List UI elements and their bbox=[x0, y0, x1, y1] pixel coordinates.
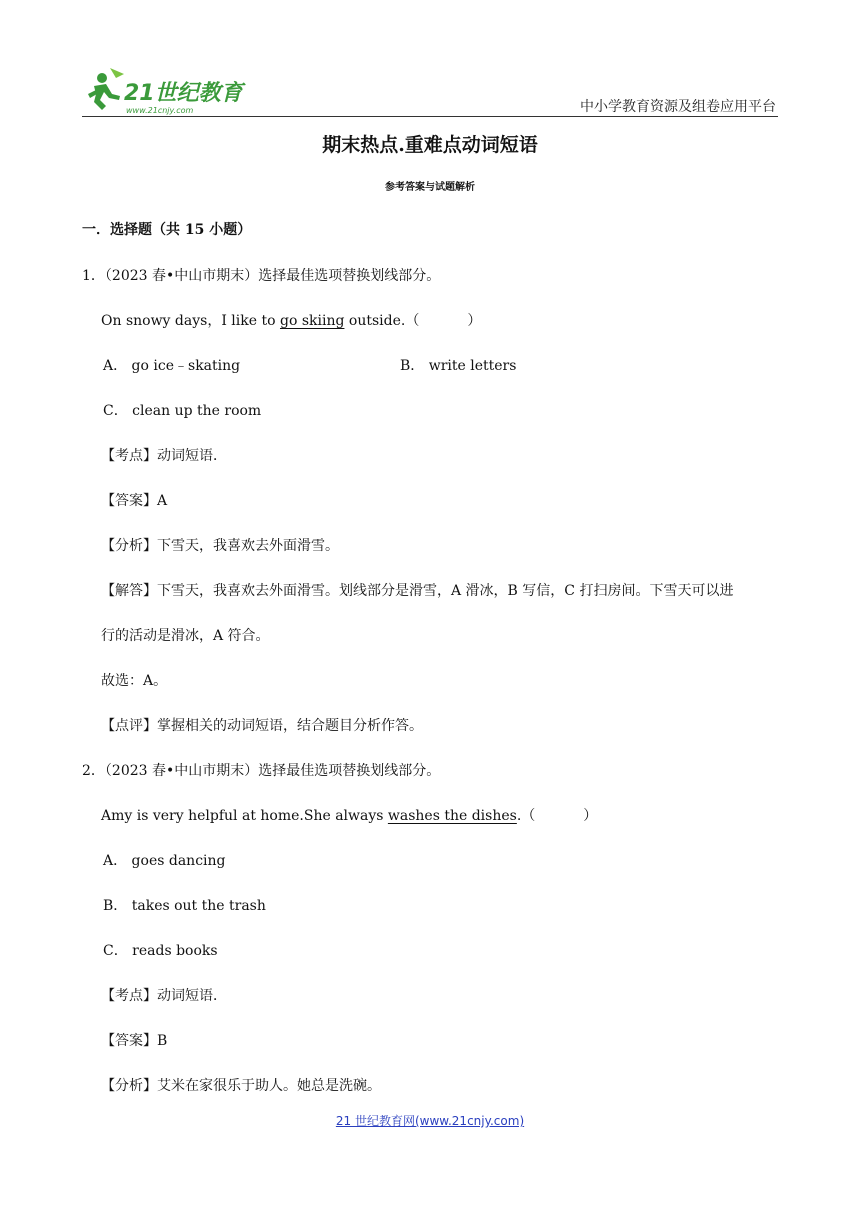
header-divider bbox=[82, 116, 778, 117]
q1-blank-close: ） bbox=[467, 313, 482, 329]
q2-underlined-phrase: washes the dishes bbox=[387, 808, 517, 824]
q2-sentence-post: .（ bbox=[516, 808, 536, 824]
q1-kaodian: 【考点】动词短语． bbox=[101, 448, 227, 464]
svg-text:www.21cnjy.com: www.21cnjy.com bbox=[126, 106, 194, 115]
q1-underlined-phrase: go skiing bbox=[279, 313, 345, 329]
q2-blank-close: ） bbox=[583, 808, 598, 824]
q1-option-a: A． go ice﹣skating bbox=[103, 358, 241, 374]
q1-option-c: C． clean up the room bbox=[103, 403, 262, 419]
q1-solution-line-1: 【解答】下雪天，我喜欢去外面滑雪。划线部分是滑雪，A 滑冰，B 写信，C 打扫房间。下雪天可以进 bbox=[101, 583, 734, 599]
q2-answer: 【答案】B bbox=[101, 1033, 168, 1049]
q2-stem: 2．（2023 春•中山市期末）选择最佳选项替换划线部分。 bbox=[82, 763, 441, 779]
platform-name: 中小学教育资源及组卷应用平台 bbox=[580, 99, 776, 115]
q2-sentence-pre: Amy is very helpful at home.She always bbox=[101, 808, 388, 824]
q2-option-c: C． reads books bbox=[103, 943, 218, 959]
page-title: 期末热点.重难点动词短语 bbox=[322, 134, 538, 156]
q1-answer: 【答案】A bbox=[101, 493, 168, 509]
svg-text:21世纪教育: 21世纪教育 bbox=[124, 81, 243, 106]
q1-stem: 1．（2023 春•中山市期末）选择最佳选项替换划线部分。 bbox=[82, 268, 441, 284]
q2-sentence bbox=[101, 806, 597, 826]
q1-analysis: 【分析】下雪天，我喜欢去外面滑雪。 bbox=[101, 538, 339, 554]
q2-kaodian: 【考点】动词短语． bbox=[101, 988, 227, 1004]
q1-solution-line-2: 行的活动是滑冰，A 符合。 bbox=[101, 628, 270, 644]
footer-link[interactable]: 21 世纪教育网(www.21cnjy.com) bbox=[335, 1114, 525, 1128]
page-subtitle: 参考答案与试题解析 bbox=[385, 182, 475, 193]
q1-option-b: B． write letters bbox=[400, 358, 517, 374]
q2-option-a: A． goes dancing bbox=[103, 853, 226, 869]
q2-analysis: 【分析】艾米在家很乐于助人。她总是洗碗。 bbox=[101, 1078, 381, 1094]
q1-sentence-post: outside.（ bbox=[344, 313, 420, 329]
q1-sentence-pre: On snowy days，I like to bbox=[101, 313, 280, 329]
q1-sentence bbox=[101, 311, 481, 331]
section-heading: 一．选择题（共 15 小题） bbox=[82, 222, 252, 238]
q2-option-b: B． takes out the trash bbox=[103, 898, 266, 914]
runner-icon bbox=[88, 68, 124, 110]
site-logo bbox=[80, 64, 250, 118]
q1-comment: 【点评】掌握相关的动词短语，结合题目分析作答。 bbox=[101, 718, 423, 734]
q1-choice: 故选：A。 bbox=[101, 673, 168, 689]
